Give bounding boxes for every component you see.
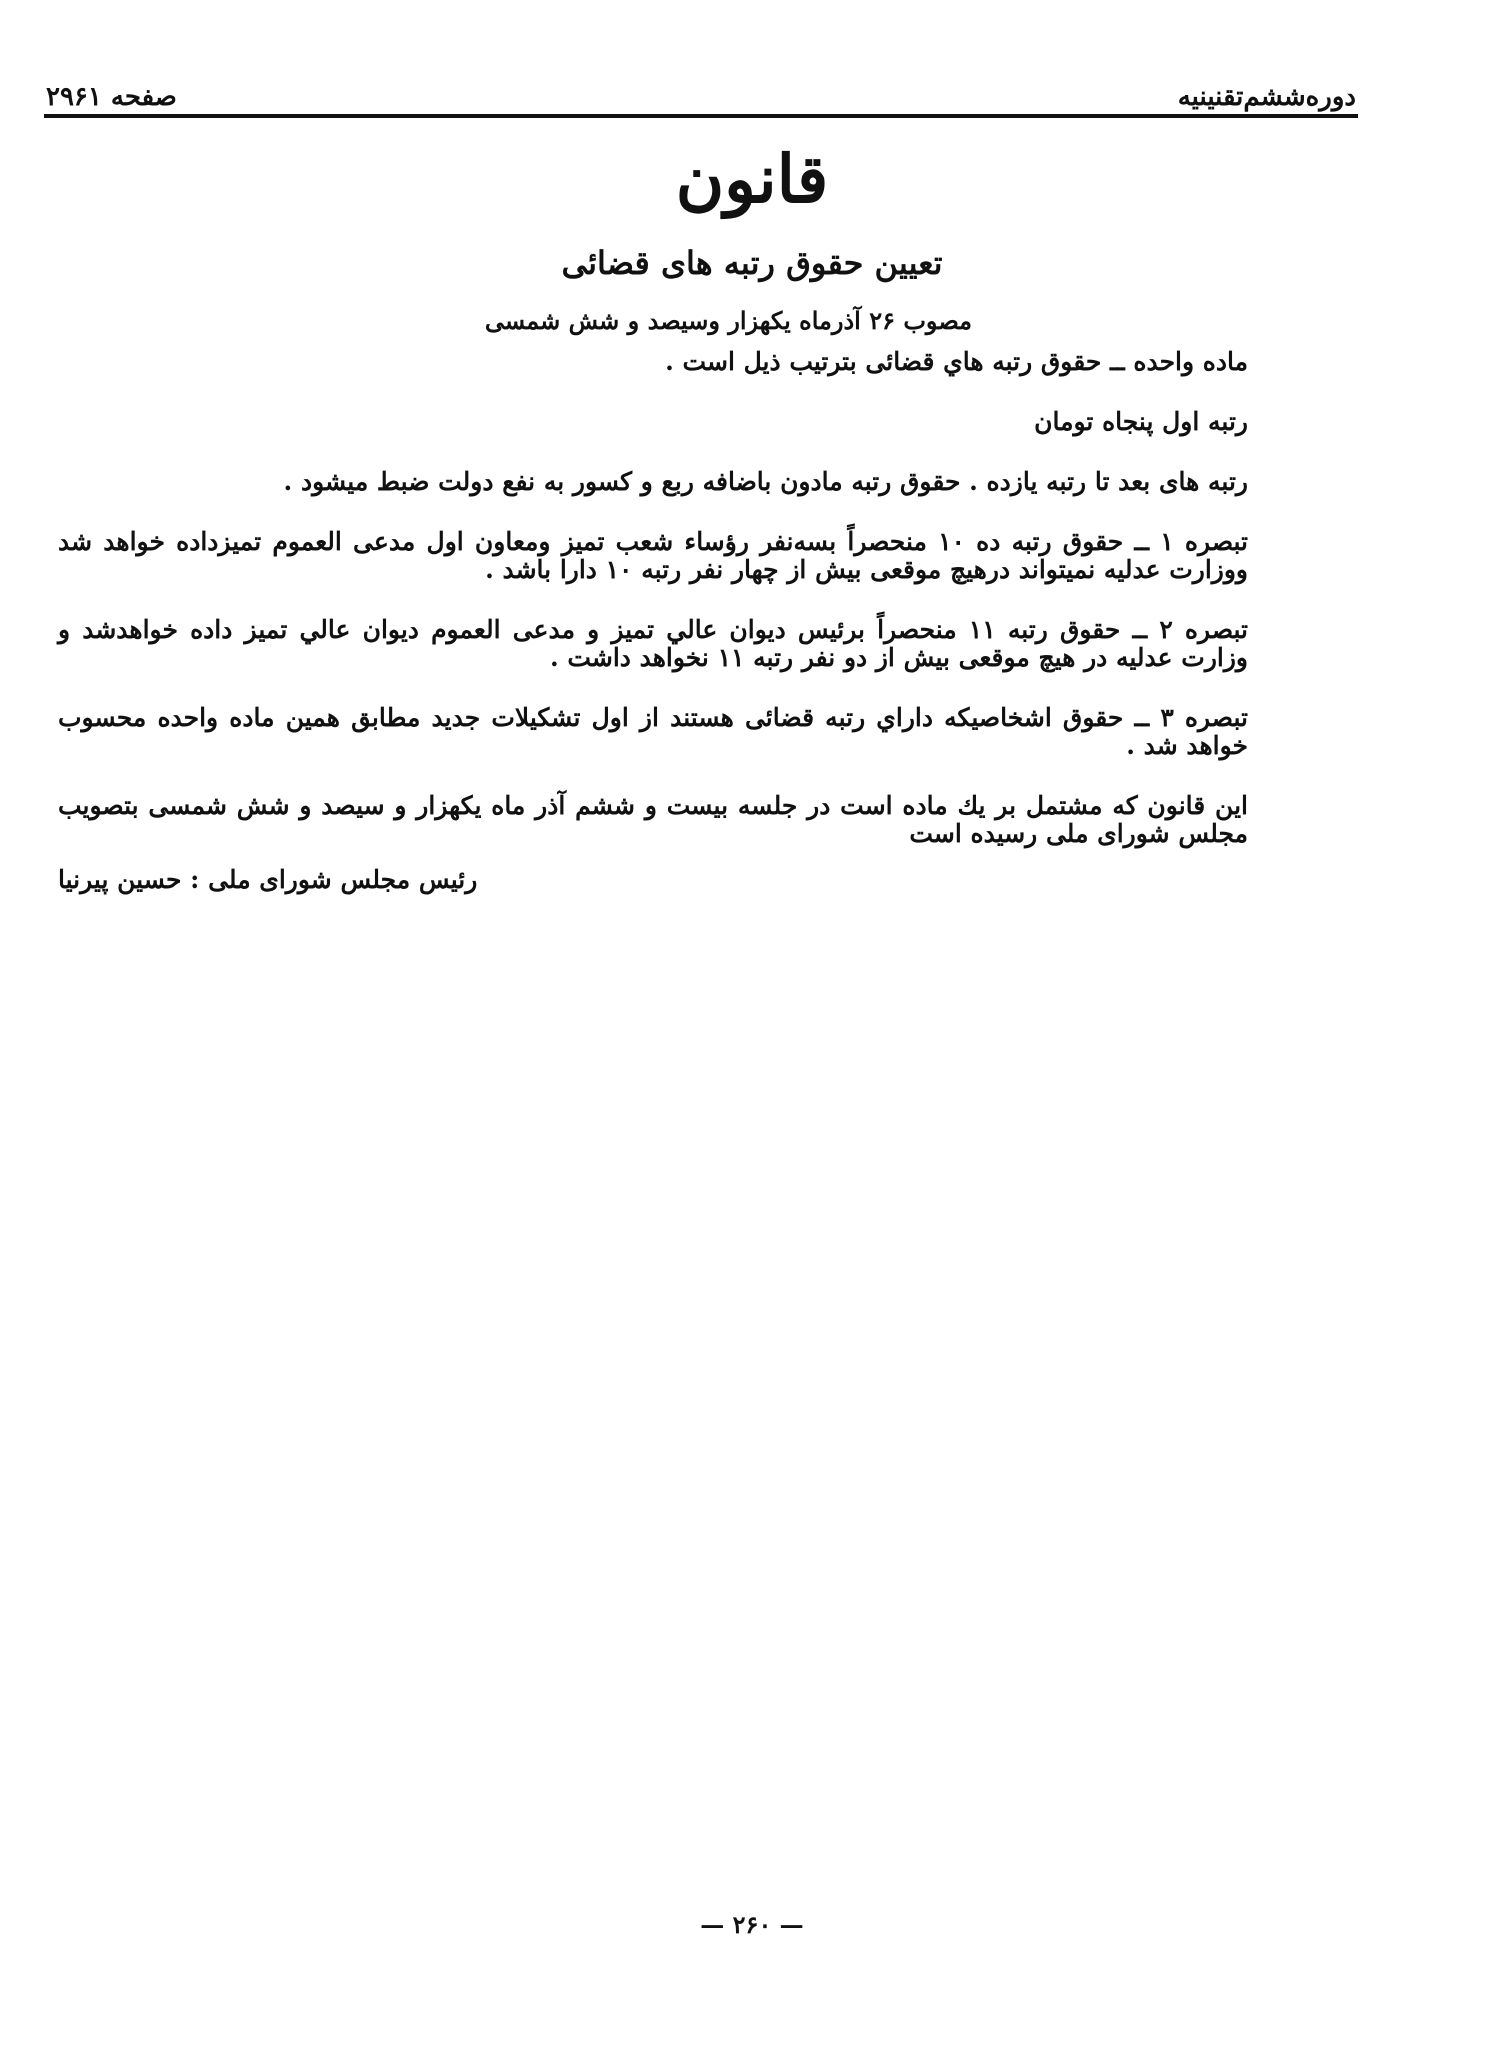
note-3: تبصره ۳ ــ حقوق اشخاصیکه داراي رتبه قضائی هستند از اول تشکیلات جدید مطابق همین ماده واحده محسوب خواهد شد . — [58, 703, 1248, 760]
page-header — [46, 62, 1356, 112]
law-body — [58, 348, 1248, 894]
page-number: — ۲۶۰ — — [700, 1910, 804, 1939]
signature: رئیس مجلس شورای ملی : حسین پیرنیا — [58, 865, 478, 894]
ranks-after: رتبه های بعد تا رتبه یازده . حقوق رتبه مادون باضافه ربع و کسور به نفع دولت ضبط میشود . — [283, 467, 1248, 496]
rank-one: رتبه اول پنجاه تومان — [1034, 407, 1248, 436]
closing-paragraph: این قانون که مشتمل بر یك ماده است در جلسه بیست و ششم آذر ماه یکهزار و سیصد و شش شمسی بتصویب مجلس شورای ملی رسیده است — [58, 791, 1248, 848]
series-label: دوره‌ششم‌تقنینیه — [1177, 82, 1356, 112]
approval-date: مصوب ۲۶ آذرماه یکهزار وسیصد و شش شمسی — [484, 306, 972, 335]
header-rule — [44, 114, 1358, 118]
document-title: قانون — [675, 140, 829, 218]
page-label: صفحه ۲۹۶۱ — [46, 82, 177, 112]
note-1: تبصره ۱ ــ حقوق رتبه ده ۱۰ منحصراً بسه‌نفر رؤساء شعب تمیز ومعاون اول مدعی العموم تمیزداده خواهد شد ووزارت عدلیه نمیتواند درهیچ موقعی بیش از چهار نفر رتبه ۱۰ دارا باشد . — [58, 527, 1249, 584]
single-article: ماده واحده ــ حقوق رتبه هاي قضائی بترتیب ذیل است . — [665, 347, 1248, 376]
note-2: تبصره ۲ ــ حقوق رتبه ۱۱ منحصراً برئیس دیوان عالي تمیز و مدعی العموم دیوان عالي تمیز داده خواهدشد و وزارت عدلیه در هیچ موقعی بیش از دو نفر رتبه ۱۱ نخواهد داشت . — [58, 615, 1248, 672]
signature-row — [58, 866, 1248, 894]
document-subtitle: تعیین حقوق رتبه های قضائی — [561, 244, 943, 282]
